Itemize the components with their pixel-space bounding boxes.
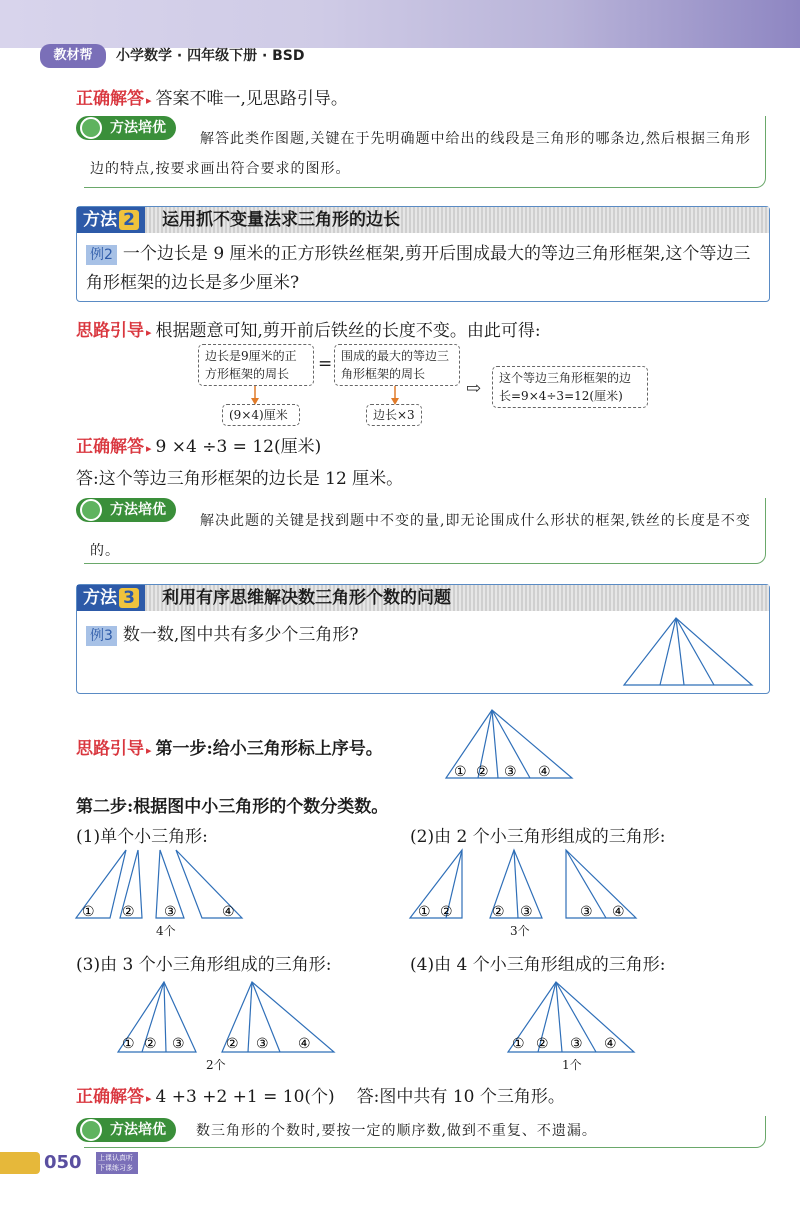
count-three: 2个 — [206, 1058, 226, 1072]
single-triangles-figure — [72, 846, 252, 922]
svg-text:①: ① — [418, 904, 431, 920]
example3-tag: 例3 — [86, 626, 117, 646]
count-four: 1个 — [562, 1058, 582, 1072]
step2-text: 第二步:根据图中小三角形的个数分类数。 — [76, 797, 389, 817]
svg-text:②: ② — [226, 1036, 239, 1052]
box-side-length: 这个等边三角形框架的边长=9×4÷3=12(厘米) — [492, 366, 648, 408]
arrow-icon: ▸ — [146, 94, 152, 107]
svg-text:③: ③ — [256, 1036, 269, 1052]
three-triangle-figure — [114, 978, 344, 1056]
category-4-label: (4)由 4 个小三角形组成的三角形: — [410, 955, 666, 975]
box-triangle-perimeter: 围成的最大的等边三角形框架的周长 — [334, 344, 460, 386]
category-2-label: (2)由 2 个小三角形组成的三角形: — [410, 827, 666, 847]
answer-line-2: 正确解答 ▸ 9 ×4 ÷3 = 12(厘米) — [76, 437, 322, 457]
svg-text:④: ④ — [612, 904, 625, 920]
method3-tag: 方法 3 — [77, 585, 145, 611]
four-triangle-figure — [504, 978, 638, 1056]
count-two: 3个 — [510, 924, 530, 938]
footer-note: 上课认真听 下课练习多 — [96, 1152, 138, 1174]
method2-tag: 方法 2 — [77, 207, 145, 233]
svg-text:④: ④ — [222, 904, 235, 920]
example-triangle-figure — [620, 614, 756, 688]
svg-text:③: ③ — [172, 1036, 185, 1052]
svg-text:②: ② — [440, 904, 453, 920]
answer-line-0 — [76, 84, 348, 109]
svg-text:④: ④ — [604, 1036, 617, 1052]
svg-text:③: ③ — [570, 1036, 583, 1052]
svg-text:③: ③ — [520, 904, 533, 920]
svg-text:③: ③ — [164, 904, 177, 920]
guide-text: 根据题意可知,剪开前后铁丝的长度不变。由此可得: — [155, 321, 541, 341]
example2-tag: 例2 — [86, 245, 117, 265]
category-1-label: (1)单个小三角形: — [76, 827, 208, 847]
book-badge: 教材帮 — [40, 44, 106, 68]
tip-text-3: 数三角形的个数时,要按一定的顺序数,做到不重复、不遗漏。 — [196, 1123, 597, 1139]
numbered-triangle-figure — [442, 706, 576, 780]
tip-text-2: 解决此题的关键是找到题中不变的量,即无论围成什么形状的框架,铁丝的长度是不变的。 — [90, 513, 751, 559]
method-tip-tag: 方法培优 — [76, 116, 176, 140]
svg-text:③: ③ — [580, 904, 593, 920]
svg-text:②: ② — [536, 1036, 549, 1052]
answer-text: 答案不唯一,见思路引导。 — [155, 89, 348, 109]
svg-text:②: ② — [122, 904, 135, 920]
svg-text:②: ② — [492, 904, 505, 920]
answer-sentence-2: 答:这个等边三角形框架的边长是 12 厘米。 — [76, 469, 404, 489]
hollow-arrow-icon: ⇨ — [466, 378, 482, 399]
svg-text:④: ④ — [298, 1036, 311, 1052]
equals-sign: = — [318, 354, 333, 374]
svg-text:①: ① — [82, 904, 95, 920]
method3-title: 利用有序思维解决数三角形个数的问题 — [162, 588, 451, 608]
box-square-perimeter: 边长是9厘米的正方形框架的周长 — [198, 344, 314, 386]
example2-question: 例2 一个边长是 9 厘米的正方形铁丝框架,剪开后围成最大的等边三角形框架,这个等边三角形框架的边长是多少厘米? — [86, 244, 751, 293]
method-tip-tag: 方法培优 — [76, 498, 176, 522]
tip-text-0: 解答此类作图题,关键在于先明确题中给出的线段是三角形的哪条边,然后根据三角形边的特点,按要求画出符合要求的图形。 — [90, 131, 751, 177]
magnifier-icon — [80, 1119, 102, 1141]
correct-answer-label: 正确解答 — [76, 89, 144, 109]
thinking-guide-label: 思路引导 — [76, 321, 144, 341]
circled-4: ④ — [538, 764, 551, 780]
guide-line-2 — [76, 316, 541, 341]
circled-1: ① — [454, 764, 467, 780]
svg-text:①: ① — [512, 1036, 525, 1052]
box-triangle-calc: 边长×3 — [366, 404, 422, 426]
method-tip-tag: 方法培优 — [76, 1118, 176, 1142]
svg-text:②: ② — [144, 1036, 157, 1052]
category-3-label: (3)由 3 个小三角形组成的三角形: — [76, 955, 332, 975]
svg-text:①: ① — [122, 1036, 135, 1052]
flow-arrows — [240, 386, 400, 406]
example3-question: 例3 数一数,图中共有多少个三角形? — [86, 620, 358, 646]
footer-star-bar — [0, 1152, 40, 1174]
circled-3: ③ — [504, 764, 517, 780]
box-square-calc: (9×4)厘米 — [222, 404, 300, 426]
arrow-icon: ▸ — [146, 326, 152, 339]
book-title: 小学数学 · 四年级下册 · BSD — [116, 48, 305, 64]
answer-line-3: 正确解答 ▸ 4 +3 +2 +1 = 10(个) 答:图中共有 10 个三角形。 — [76, 1087, 565, 1107]
circled-2: ② — [476, 764, 489, 780]
count-single: 4个 — [156, 924, 176, 938]
method2-title: 运用抓不变量法求三角形的边长 — [162, 210, 400, 230]
page-number: 050 — [44, 1152, 82, 1173]
guide-line-3: 思路引导 ▸ 第一步:给小三角形标上序号。 — [76, 739, 383, 759]
two-triangle-figure — [406, 846, 646, 922]
